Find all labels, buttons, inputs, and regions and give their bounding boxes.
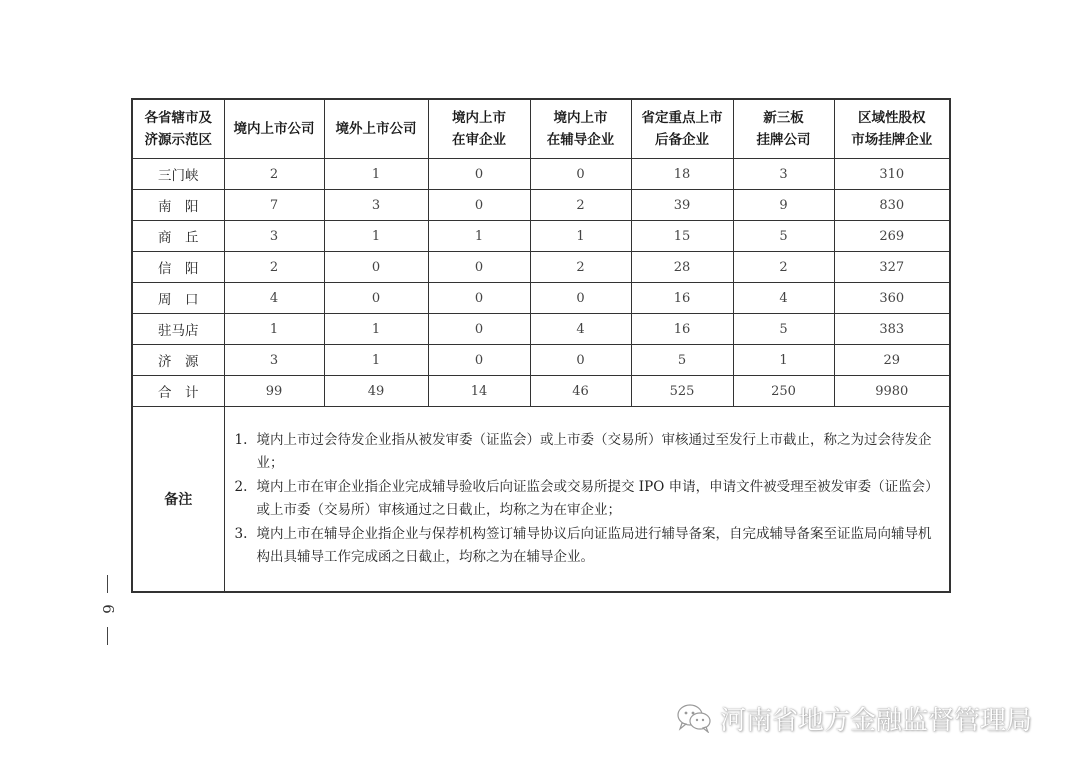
value-cell: 1 <box>530 221 631 252</box>
region-cell: 商 丘 <box>132 221 224 252</box>
header-cell: 境内上市 在审企业 <box>428 99 530 159</box>
value-cell: 28 <box>631 252 733 283</box>
value-cell: 310 <box>834 159 950 190</box>
value-cell: 269 <box>834 221 950 252</box>
data-table <box>131 98 951 593</box>
value-cell: 0 <box>428 345 530 376</box>
note-number: 3. <box>234 525 248 542</box>
value-cell: 16 <box>631 314 733 345</box>
value-cell: 1 <box>428 221 530 252</box>
wechat-icon <box>676 703 712 733</box>
page-number-digit: 6 <box>99 604 117 614</box>
page-number <box>98 575 118 647</box>
header-cell: 境外上市公司 <box>324 99 428 159</box>
value-cell: 1 <box>324 159 428 190</box>
region-cell: 济 源 <box>132 345 224 376</box>
value-cell: 16 <box>631 283 733 314</box>
note-text: 境内上市在审企业指企业完成辅导验收后向证监会或交易所提交 IPO 申请，申请文件被受理至被发审委（证监会）或上市委（交易所）审核通过之日截止，均称之为在审企业； <box>256 478 939 518</box>
note-item <box>235 429 940 476</box>
header-row <box>132 99 950 159</box>
header-cell: 各省辖市及 济源示范区 <box>132 99 224 159</box>
region-cell: 三门峡 <box>132 159 224 190</box>
value-cell: 383 <box>834 314 950 345</box>
value-cell: 0 <box>428 314 530 345</box>
note-number: 1. <box>234 431 248 448</box>
value-cell: 49 <box>324 376 428 407</box>
note-text: 境内上市在辅导企业指企业与保荐机构签订辅导协议后向证监局进行辅导备案，自完成辅导备案至证监局向辅导机构出具辅导工作完成函之日截止，均称之为在辅导企业。 <box>256 525 932 565</box>
table-row <box>132 376 950 407</box>
value-cell: 2 <box>224 252 324 283</box>
value-cell: 39 <box>631 190 733 221</box>
table-row <box>132 159 950 190</box>
region-cell: 信 阳 <box>132 252 224 283</box>
table-row <box>132 283 950 314</box>
value-cell: 327 <box>834 252 950 283</box>
value-cell: 0 <box>530 159 631 190</box>
value-cell: 9 <box>733 190 834 221</box>
value-cell: 0 <box>530 345 631 376</box>
note-item <box>235 523 940 570</box>
value-cell: 5 <box>733 221 834 252</box>
value-cell: 15 <box>631 221 733 252</box>
value-cell: 1 <box>733 345 834 376</box>
region-cell: 驻马店 <box>132 314 224 345</box>
value-cell: 5 <box>733 314 834 345</box>
note-text: 境内上市过会待发企业指从被发审委（证监会）或上市委（交易所）审核通过至发行上市截止，称之为过会待发企业； <box>256 431 932 471</box>
value-cell: 14 <box>428 376 530 407</box>
value-cell: 1 <box>224 314 324 345</box>
note-number: 2. <box>234 478 248 495</box>
notes-list <box>235 429 940 570</box>
value-cell: 2 <box>733 252 834 283</box>
note-item <box>235 476 940 523</box>
value-cell: 2 <box>530 252 631 283</box>
value-cell: 525 <box>631 376 733 407</box>
table-row <box>132 314 950 345</box>
page-number-dash <box>107 627 108 645</box>
table-row <box>132 252 950 283</box>
value-cell: 3 <box>224 345 324 376</box>
value-cell: 4 <box>224 283 324 314</box>
value-cell: 1 <box>324 314 428 345</box>
value-cell: 9980 <box>834 376 950 407</box>
value-cell: 99 <box>224 376 324 407</box>
value-cell: 7 <box>224 190 324 221</box>
value-cell: 5 <box>631 345 733 376</box>
notes-cell <box>224 407 950 593</box>
header-cell: 区域性股权 市场挂牌企业 <box>834 99 950 159</box>
table-row <box>132 221 950 252</box>
value-cell: 18 <box>631 159 733 190</box>
value-cell: 3 <box>733 159 834 190</box>
region-cell: 合 计 <box>132 376 224 407</box>
region-cell: 南 阳 <box>132 190 224 221</box>
notes-label: 备注 <box>132 407 224 593</box>
value-cell: 1 <box>324 345 428 376</box>
header-cell: 省定重点上市 后备企业 <box>631 99 733 159</box>
value-cell: 3 <box>324 190 428 221</box>
watermark <box>676 698 1032 738</box>
table-row <box>132 190 950 221</box>
value-cell: 360 <box>834 283 950 314</box>
value-cell: 46 <box>530 376 631 407</box>
table-row <box>132 345 950 376</box>
header-cell: 境内上市 在辅导企业 <box>530 99 631 159</box>
value-cell: 830 <box>834 190 950 221</box>
value-cell: 2 <box>530 190 631 221</box>
table-body <box>132 159 950 593</box>
value-cell: 2 <box>224 159 324 190</box>
value-cell: 0 <box>530 283 631 314</box>
value-cell: 0 <box>324 283 428 314</box>
value-cell: 29 <box>834 345 950 376</box>
page-number-dash <box>107 575 108 593</box>
value-cell: 0 <box>324 252 428 283</box>
notes-row <box>132 407 950 593</box>
header-cell: 新三板 挂牌公司 <box>733 99 834 159</box>
watermark-text: 河南省地方金融监督管理局 <box>720 705 1033 736</box>
value-cell: 4 <box>733 283 834 314</box>
value-cell: 0 <box>428 283 530 314</box>
value-cell: 1 <box>324 221 428 252</box>
header-cell: 境内上市公司 <box>224 99 324 159</box>
value-cell: 0 <box>428 252 530 283</box>
value-cell: 0 <box>428 190 530 221</box>
value-cell: 0 <box>428 159 530 190</box>
region-cell: 周 口 <box>132 283 224 314</box>
value-cell: 250 <box>733 376 834 407</box>
value-cell: 4 <box>530 314 631 345</box>
value-cell: 3 <box>224 221 324 252</box>
